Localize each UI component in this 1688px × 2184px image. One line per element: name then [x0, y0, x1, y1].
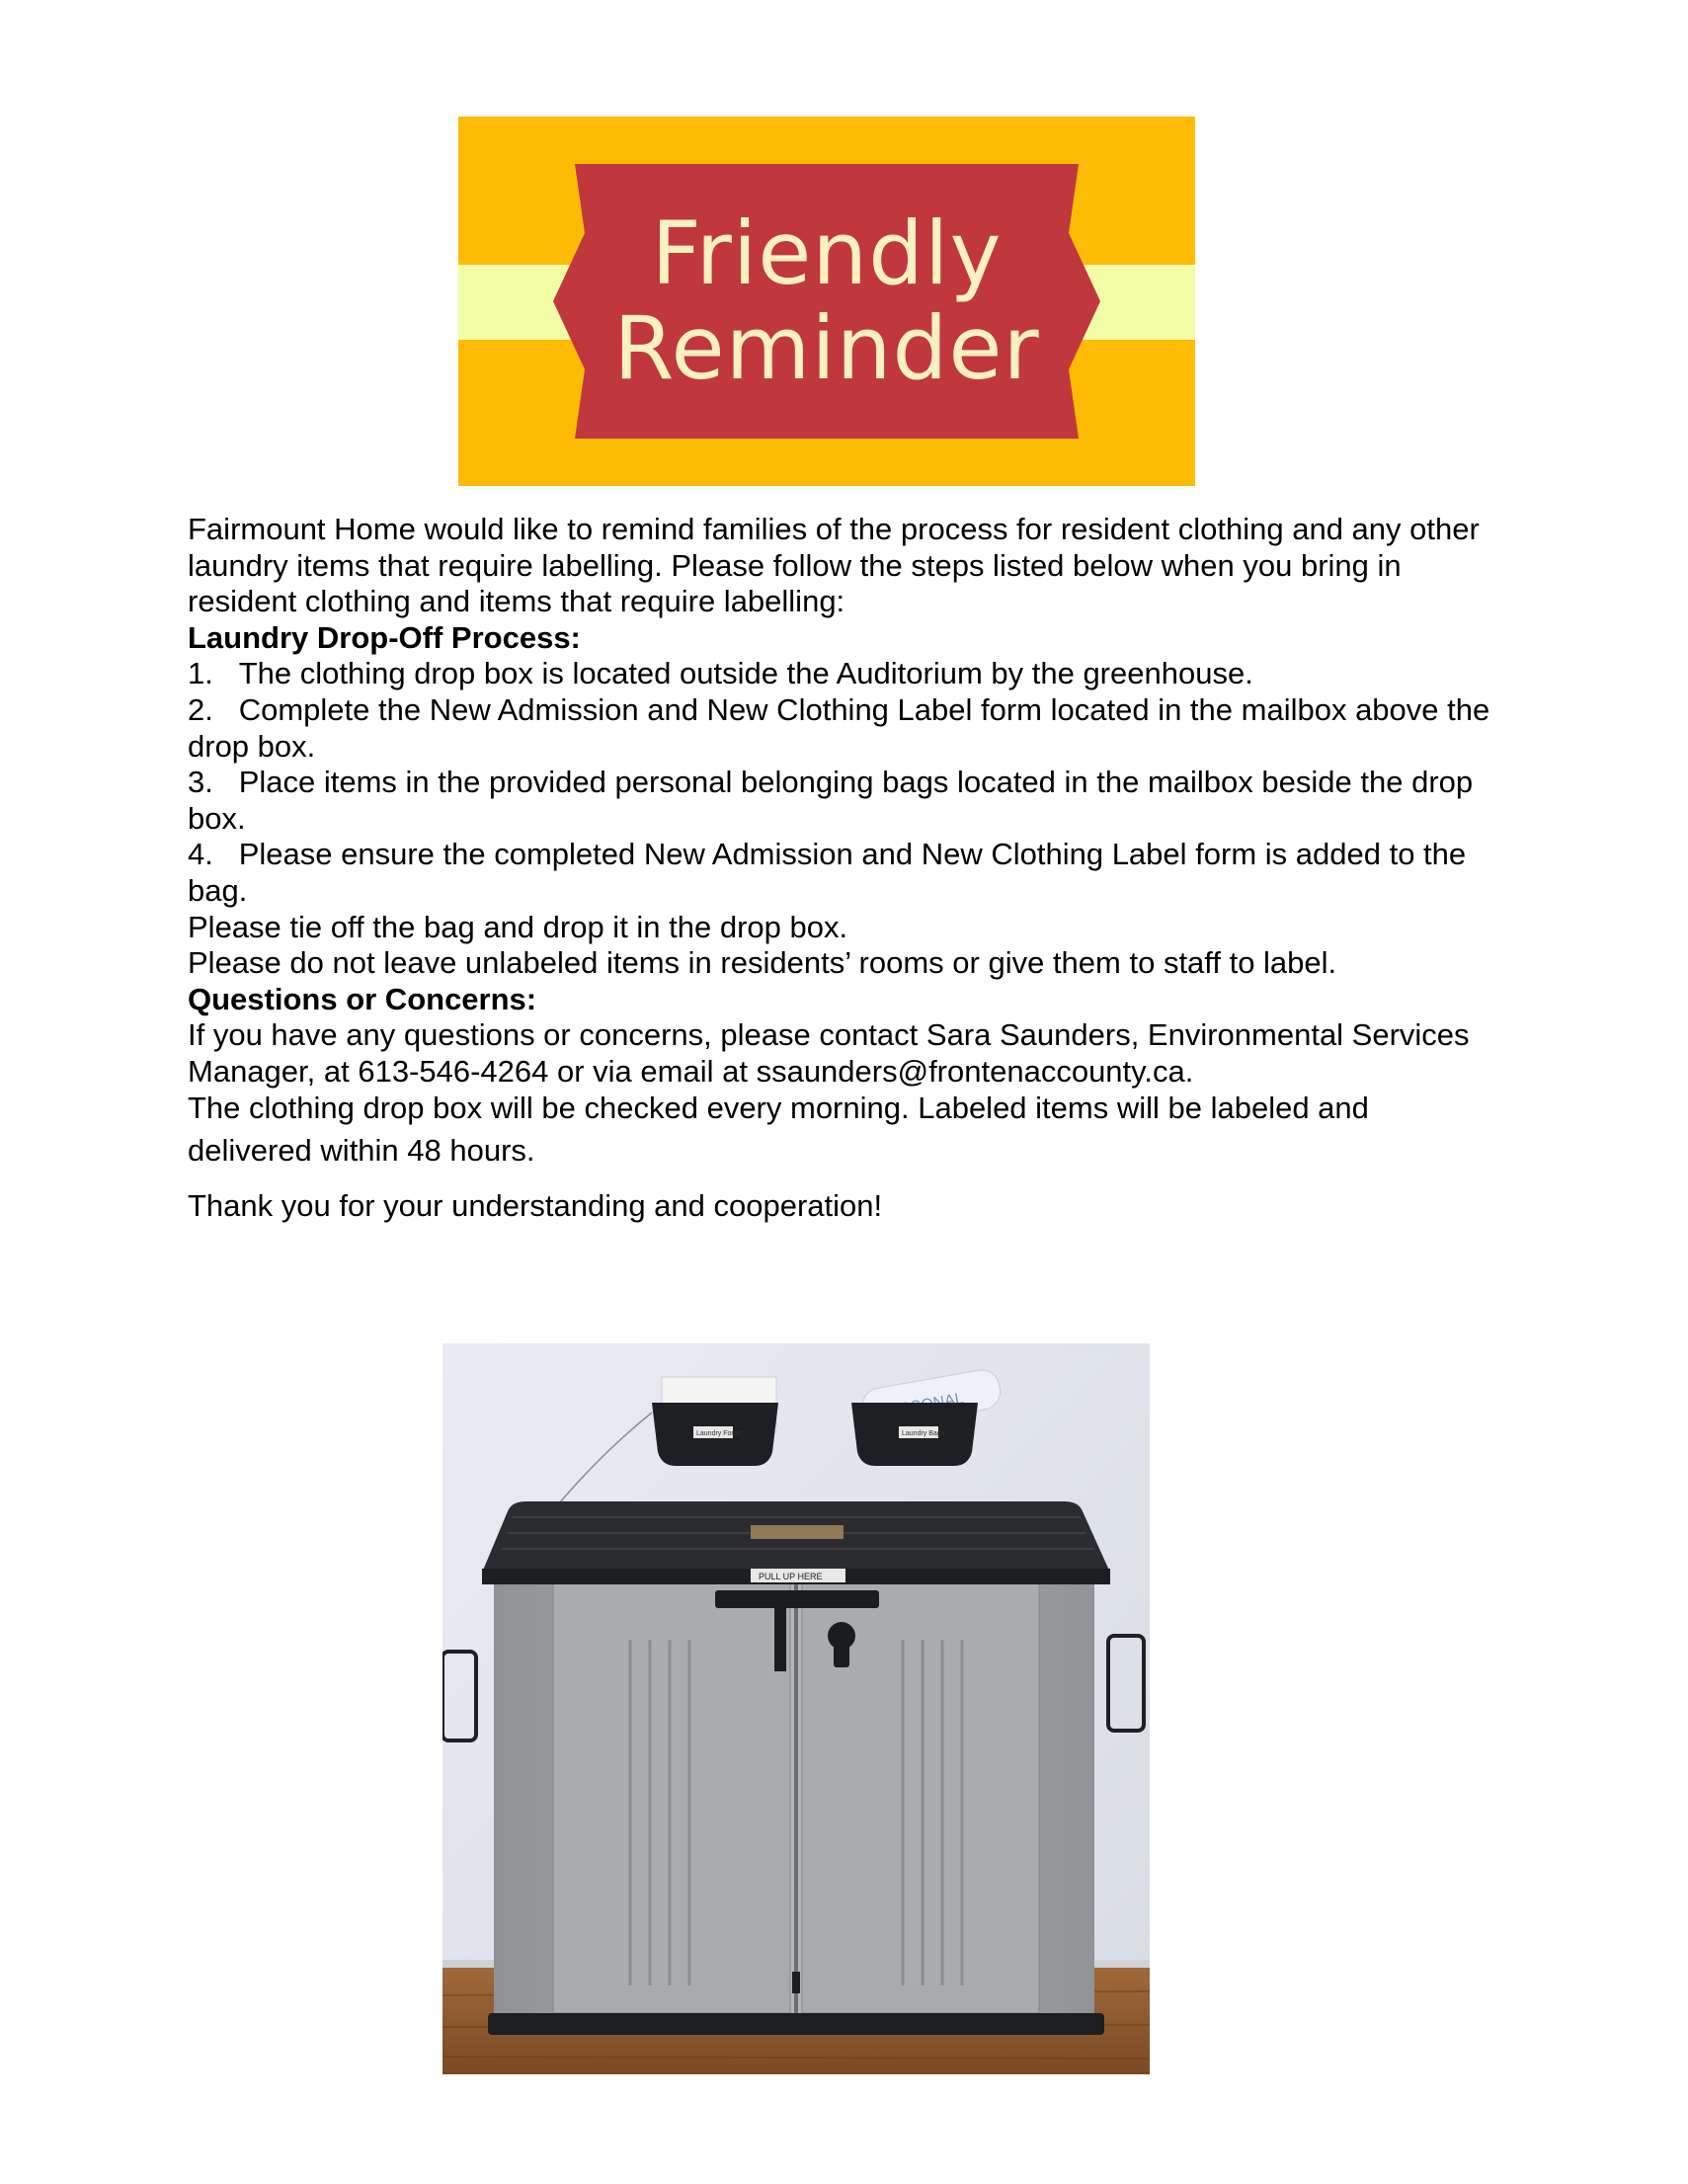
step-number: 3. — [188, 765, 213, 800]
unlabeled-items-note: Please do not leave unlabeled items in residents’ rooms or give them to staff to label. — [188, 945, 1337, 981]
banner-title-line2: Reminder — [613, 297, 1040, 399]
intro-paragraph: Fairmount Home would like to remind families of the process for resident clothing and any other laundry items that require labelling. Please follow the steps listed below when you bring in resident clothing and items that require labelling: — [188, 512, 1480, 619]
step-1 — [188, 656, 1511, 692]
step-text: Complete the New Admission and New Clothing Label form located in the mailbox above the drop box. — [188, 691, 1490, 764]
tie-off-note: Please tie off the bag and drop it in the drop box. — [188, 909, 848, 944]
drop-box-illustration — [442, 1343, 1150, 2074]
step-text: Please ensure the completed New Admission and New Clothing Label form is added to the bag. — [188, 837, 1467, 908]
banner-title — [553, 164, 1100, 439]
drop-box-base — [488, 2013, 1104, 2035]
step-text: Place items in the provided personal belonging bags located in the mailbox beside the drop box. — [188, 765, 1474, 836]
reminder-body — [188, 512, 1511, 1225]
step-2 — [188, 692, 1511, 765]
drop-box-left-door — [553, 1580, 790, 2013]
step-number: 1. — [188, 656, 213, 691]
schedule-line: The clothing drop box will be checked every morning. Labeled items will be labeled and — [188, 1090, 1369, 1125]
step-number: 2. — [188, 691, 213, 727]
step-3 — [188, 765, 1511, 837]
bags-bin-label: Laundry Bags — [902, 1430, 945, 1437]
lid-nameplate — [751, 1525, 844, 1539]
questions-heading: Questions or Concerns: — [188, 981, 537, 1016]
step-4 — [188, 837, 1511, 909]
step-number: 4. — [188, 837, 213, 872]
friendly-reminder-banner — [458, 117, 1195, 486]
contact-paragraph: If you have any questions or concerns, please contact Sara Saunders, Environmental Services Manager, at 613-546-4264 or via email at ssaunders@frontenaccounty.ca. — [188, 1017, 1470, 1089]
banner-title-line1: Friendly — [651, 202, 1003, 304]
drop-box-photo — [442, 1343, 1150, 2074]
process-heading: Laundry Drop-Off Process: — [188, 619, 581, 655]
delivery-line: delivered within 48 hours. — [188, 1133, 535, 1169]
step-text: The clothing drop box is located outside the Auditorium by the greenhouse. — [238, 656, 1253, 691]
closing-line: Thank you for your understanding and cooperation! — [188, 1188, 883, 1224]
latch-bar — [715, 1590, 879, 1608]
forms-bin-label: Laundry Forms — [696, 1430, 744, 1437]
pull-up-label: PULL UP HERE — [759, 1572, 823, 1581]
